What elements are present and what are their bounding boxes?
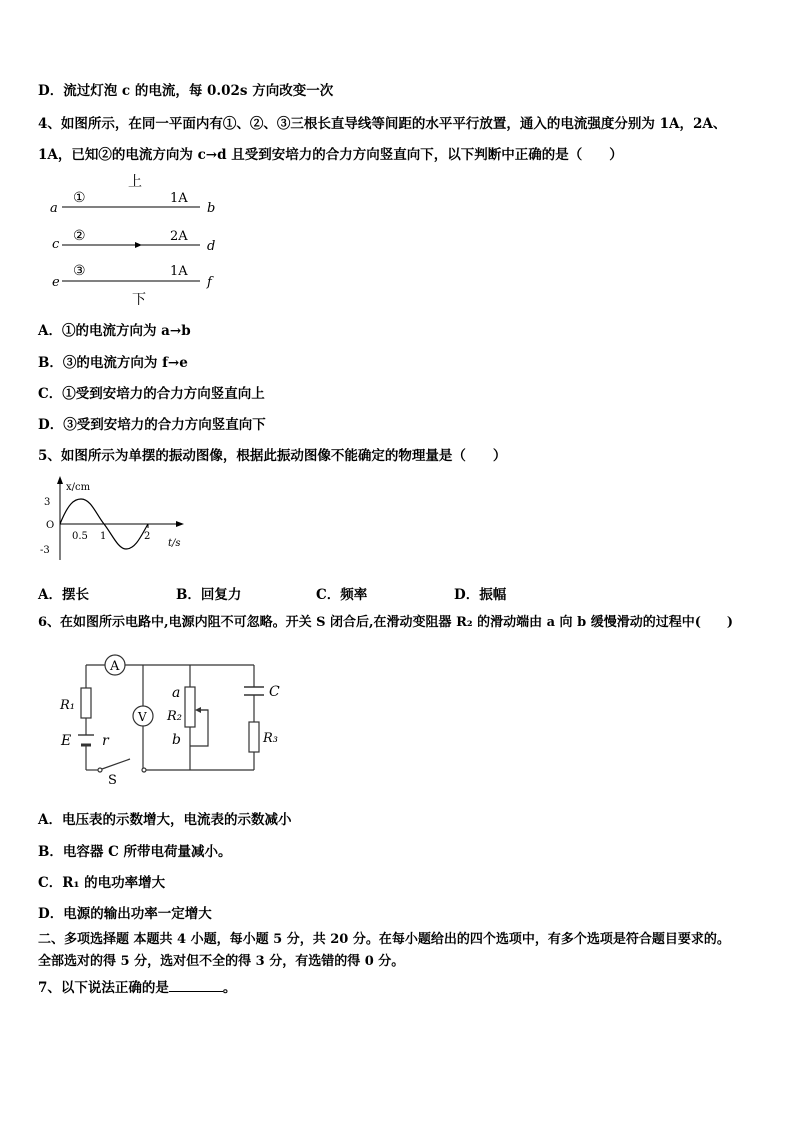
switch-blade <box>102 759 130 769</box>
section2-heading-line1: 二、多项选择题 本题共 4 小题，每小题 5 分，共 20 分。在每小题给出的四个选项中，有多个选项是符合题目要求的。 <box>38 932 730 947</box>
q4-stem-line2: 1A，已知②的电流方向为 c→d 且受到安培力的合力方向竖直向下，以下判断中正确的是（ ） <box>38 147 623 163</box>
x-tick-1: 1 <box>100 531 107 542</box>
y-tick-3: 3 <box>44 497 51 508</box>
y-axis-arrow-icon <box>57 476 63 484</box>
q5-option-d: D．振幅 <box>454 587 507 603</box>
r1-resistor <box>81 688 91 718</box>
label-e: E <box>61 733 72 749</box>
q7-answer-blank[interactable] <box>169 979 223 992</box>
q6-option-c: C．R₁ 的电功率增大 <box>38 875 166 891</box>
wire3-right-label: f <box>207 275 212 290</box>
wire1-current: 1A <box>170 191 188 206</box>
q7-stem-text: 7、以下说法正确的是 <box>38 980 169 996</box>
label-r: r <box>102 733 109 749</box>
q4-wire-figure <box>40 170 240 305</box>
x-tick-2: 2 <box>144 531 151 542</box>
q5-option-a: A．摆长 <box>38 587 89 603</box>
ammeter-label: A <box>110 659 120 674</box>
wire1-number: ① <box>73 190 86 206</box>
q7-stem <box>38 979 236 997</box>
label-c: C <box>269 684 280 700</box>
q4-option-b: B．③的电流方向为 f→e <box>38 355 188 371</box>
r2-resistor <box>185 687 195 727</box>
q4-option-c: C．①受到安培力的合力方向竖直向上 <box>38 386 265 402</box>
q7-stem-end: 。 <box>222 980 237 996</box>
label-r2: R₂ <box>167 709 182 724</box>
q5-option-c: C．频率 <box>316 587 368 603</box>
q6-option-a: A．电压表的示数增大，电流表的示数减小 <box>38 812 292 828</box>
label-b: b <box>172 732 181 748</box>
q5-stem: 5、如图所示为单摆的振动图像，根据此振动图像不能确定的物理量是（ ） <box>38 448 507 464</box>
q5-option-b: B．回复力 <box>176 587 242 603</box>
wire2-arrow-icon <box>135 242 142 248</box>
wire3-current: 1A <box>170 264 188 279</box>
x-axis-label: t/s <box>168 538 181 549</box>
wire2-left-label: c <box>52 237 60 252</box>
y-tick-minus3: -3 <box>40 545 50 556</box>
q6-stem: 6、在如图所示电路中,电源内阻不可忽略。开关 S 闭合后,在滑动变阻器 R₂ 的滑动端由 a 向 b 缓慢滑动的过程中( ) <box>38 615 734 630</box>
label-s: S <box>108 773 117 785</box>
fig-label-top: 上 <box>128 174 142 190</box>
q5-oscillation-graph <box>36 474 196 564</box>
q3-option-d: D．流过灯泡 c 的电流，每 0.02s 方向改变一次 <box>38 83 334 99</box>
x-axis-arrow-icon <box>176 521 184 527</box>
slider-arrow-icon <box>195 707 201 713</box>
y-tick-origin: O <box>46 520 55 531</box>
q4-option-a: A．①的电流方向为 a→b <box>38 323 191 339</box>
section2-heading-line2: 全部选对的得 5 分，选对但不全的得 3 分，有选错的得 0 分。 <box>38 954 405 969</box>
x-tick-0.5: 0.5 <box>72 531 88 542</box>
switch-contact-left <box>98 768 102 772</box>
wire1-right-label: b <box>207 201 216 216</box>
y-axis-label: x/cm <box>66 482 91 493</box>
q6-option-b: B．电容器 C 所带电荷量减小。 <box>38 844 232 860</box>
fig-label-bottom: 下 <box>132 292 146 305</box>
q5-options <box>38 583 506 603</box>
wire2-number: ② <box>73 228 86 244</box>
r3-resistor <box>249 722 259 752</box>
wire3-left-label: e <box>52 275 60 290</box>
wire3-number: ③ <box>73 263 86 279</box>
q6-option-d: D．电源的输出功率一定增大 <box>38 906 212 922</box>
label-a: a <box>172 685 181 701</box>
label-r1: R₁ <box>60 698 75 713</box>
switch-contact-right <box>142 768 146 772</box>
wire1-left-label: a <box>50 201 58 216</box>
q6-circuit-diagram <box>58 650 288 785</box>
wire2-right-label: d <box>207 239 216 254</box>
label-r3: R₃ <box>263 731 278 746</box>
q4-option-d: D．③受到安培力的合力方向竖直向下 <box>38 417 266 433</box>
q4-stem-line1: 4、如图所示，在同一平面内有①、②、③三根长直导线等间距的水平平行放置，通入的电流强度分别为 1A，2A、 <box>38 116 727 132</box>
wire2-current: 2A <box>170 229 188 244</box>
voltmeter-label: V <box>138 710 147 724</box>
